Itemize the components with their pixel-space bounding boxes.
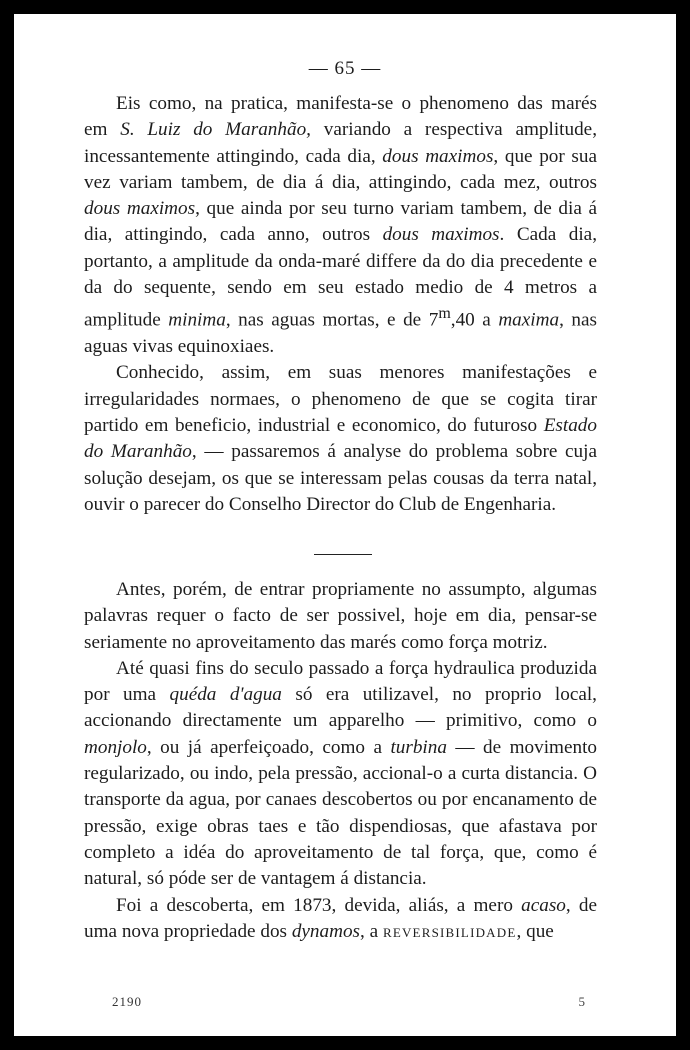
section-separator: [314, 554, 372, 555]
gathering-mark: 5: [578, 994, 585, 1009]
text-block-upper: [84, 91, 597, 518]
signature-mark: 2190: [112, 994, 142, 1009]
paragraph-introduction: Antes, porém, de entrar propriamente no assumpto, algumas palavras requer o facto de ser possivel, hoje em dia, pensar-se seriamente no aproveitamento das marés como força motriz.: [84, 579, 597, 653]
document-page: [14, 14, 676, 1036]
place-name: S. Luiz do Maranhão,: [120, 119, 311, 141]
page-number: — 65 —: [308, 58, 382, 79]
paragraph-hydraulic-history: Até quasi fins do seculo passado a força hydraulica produzida por uma quéda d'agua só era utilizavel, no proprio local, accionando directamente um apparelho — primitivo, como o monjolo, ou já aperfeiçoado, como a turbina — de movimento regularizado, ou indo, pela pressão, accional-o a curta distancia. O transporte da agua, por canaes descobertos ou por encanamento de pressão, exige obras taes e tão dispendiosas, que afastava por completo a idéa do aproveitamento de tal força, que, como é natural, só póde ser de vantagem á distancia.: [84, 657, 597, 890]
text-block-lower: [84, 577, 597, 946]
paragraph-tides-description: Eis como, na pratica, manifesta-se o phenomeno das marés em S. Luiz do Maranhão, variando a respectiva amplitude, incessantemente attingindo, cada dia, dous maximos, que por sua vez variam tambem, de dia á dia, attingindo, cada mez, outros dous maximos, que ainda por seu turno variam tambem, de dia á dia, attingindo, cada anno, outros dous maximos. Cada dia, portanto, a amplitude da onda-maré differe da do dia precedente e da do sequente, sendo em seu estado medio de 4 metros a amplitude minima, nas aguas mortas, e de 7$^m$,40 a maxima, nas aguas vivas equinoxiaes.: [84, 93, 597, 358]
paragraph-problem-analysis: Conhecido, assim, em suas menores manifestações e irregularidades normaes, o phenomeno de que se cogita tirar partido em beneficio, industrial e economico, do futuroso Estado do Maranhão, — passaremos á analyse do problema sobre cuja solução desejam, os que se interessam pelas cousas da terra natal, ouvir o parecer do Conselho Director do Club de Engenharia.: [84, 362, 598, 515]
paragraph-discovery: Foi a descoberta, em 1873, devida, aliás, a mero acaso, de uma nova propriedade dos dynamos, a REVERSIBILIDADE, que: [84, 894, 597, 942]
